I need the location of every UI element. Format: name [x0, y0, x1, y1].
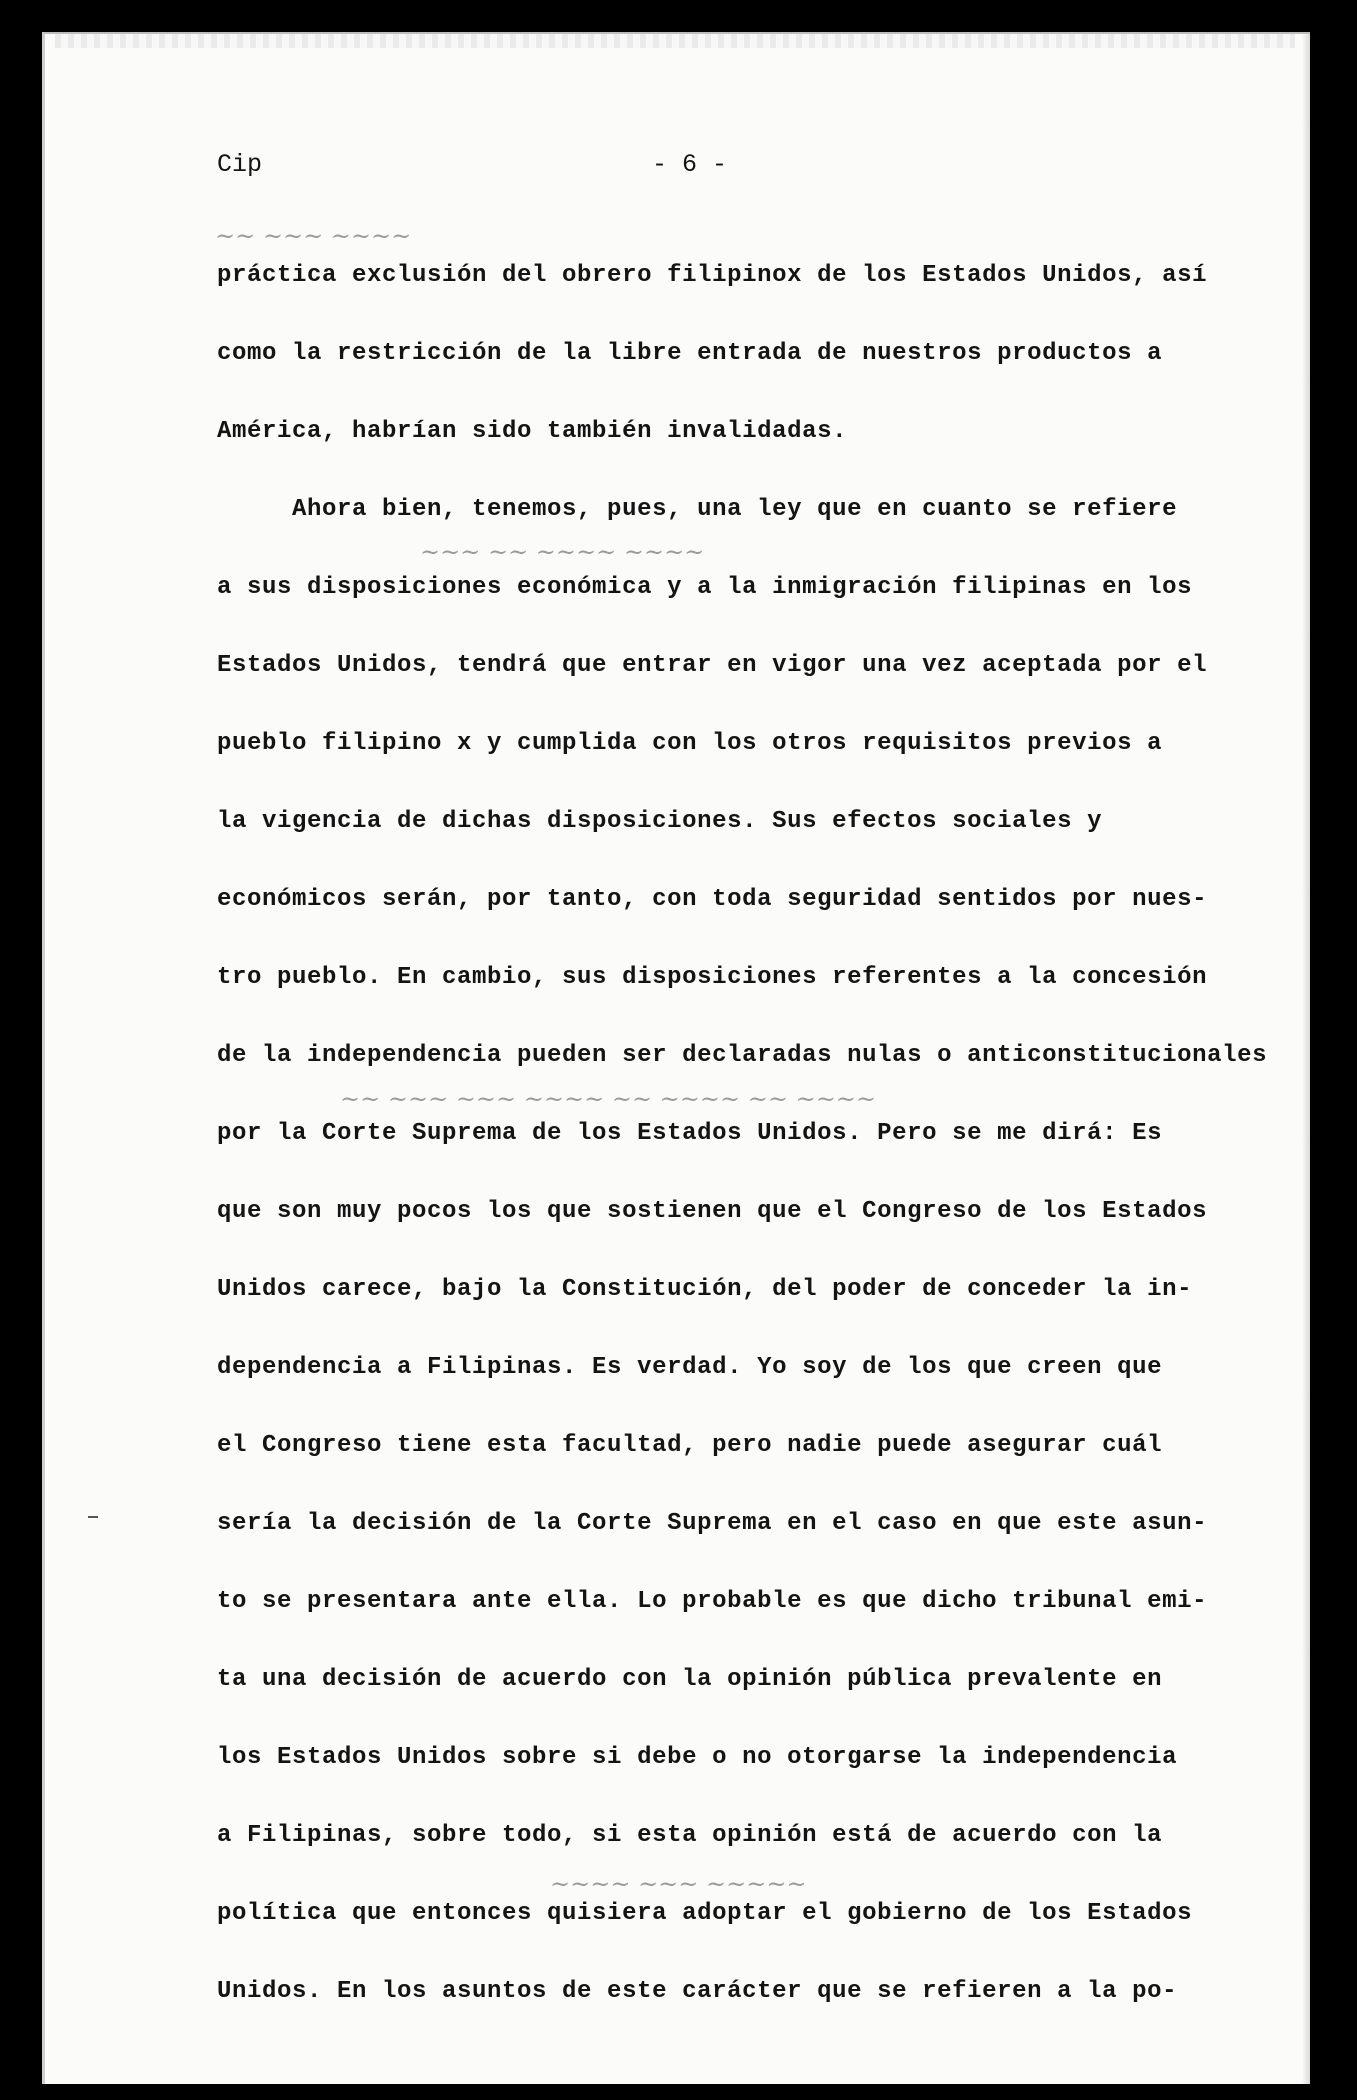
text-line: sería la decisión de la Corte Suprema en el caso en que este asun-: [217, 1510, 1208, 1537]
text-line: que son muy pocos los que sostienen que el Congreso de los Estados: [217, 1198, 1208, 1225]
text-line: como la restricción de la libre entrada de nuestros productos a: [217, 340, 1163, 367]
text-line: dependencia a Filipinas. Es verdad. Yo soy de los que creen que: [217, 1354, 1163, 1381]
handwritten-annotation: ~~ ~~~ ~~~ ~~~~ ~~ ~~~~ ~~ ~~~~: [340, 1085, 877, 1113]
text-line: Unidos. En los asuntos de este carácter que se refieren a la po-: [217, 1978, 1178, 2005]
text-line: por la Corte Suprema de los Estados Unidos. Pero se me dirá: Es: [217, 1120, 1163, 1147]
text-line: Unidos carece, bajo la Constitución, del poder de conceder la in-: [217, 1276, 1193, 1303]
text-line: Estados Unidos, tendrá que entrar en vigor una vez aceptada por el: [217, 652, 1208, 679]
text-line: a sus disposiciones económica y a la inmigración filipinas en los: [217, 574, 1193, 601]
text-line: de la independencia pueden ser declaradas nulas o anticonstitucionales: [217, 1042, 1268, 1069]
text-line: los Estados Unidos sobre si debe o no otorgarse la independencia: [217, 1744, 1178, 1771]
page-header: [217, 150, 1297, 190]
text-line: práctica exclusión del obrero filipinox de los Estados Unidos, así: [217, 262, 1208, 289]
page-top-edge: [55, 34, 1295, 48]
margin-mark: [88, 1516, 98, 1518]
text-line: to se presentara ante ella. Lo probable es que dicho tribunal emi-: [217, 1588, 1208, 1615]
handwritten-annotation: ~~~~ ~~~ ~~~~~: [550, 1870, 807, 1898]
text-line: a Filipinas, sobre todo, si esta opinión está de acuerdo con la: [217, 1822, 1163, 1849]
text-line: económicos serán, por tanto, con toda seguridad sentidos por nues-: [217, 886, 1208, 913]
handwritten-annotation: ~~ ~~~ ~~~~: [215, 222, 412, 250]
text-line: tro pueblo. En cambio, sus disposiciones referentes a la concesión: [217, 964, 1208, 991]
text-line: América, habrían sido también invalidadas.: [217, 418, 848, 445]
page-right-edge: [1302, 34, 1310, 2084]
text-line: la vigencia de dichas disposiciones. Sus efectos sociales y: [217, 808, 1103, 835]
text-line: pueblo filipino x y cumplida con los otros requisitos previos a: [217, 730, 1163, 757]
page-number: - 6 -: [652, 150, 728, 179]
header-initials: Cip: [217, 150, 263, 179]
text-line: ta una decisión de acuerdo con la opinión pública prevalente en: [217, 1666, 1163, 1693]
handwritten-annotation: ~~~ ~~ ~~~~ ~~~~: [420, 538, 705, 566]
text-line: Ahora bien, tenemos, pues, una ley que en cuanto se refiere: [217, 496, 1178, 523]
text-line: el Congreso tiene esta facultad, pero nadie puede asegurar cuál: [217, 1432, 1163, 1459]
text-line: política que entonces quisiera adoptar el gobierno de los Estados: [217, 1900, 1193, 1927]
